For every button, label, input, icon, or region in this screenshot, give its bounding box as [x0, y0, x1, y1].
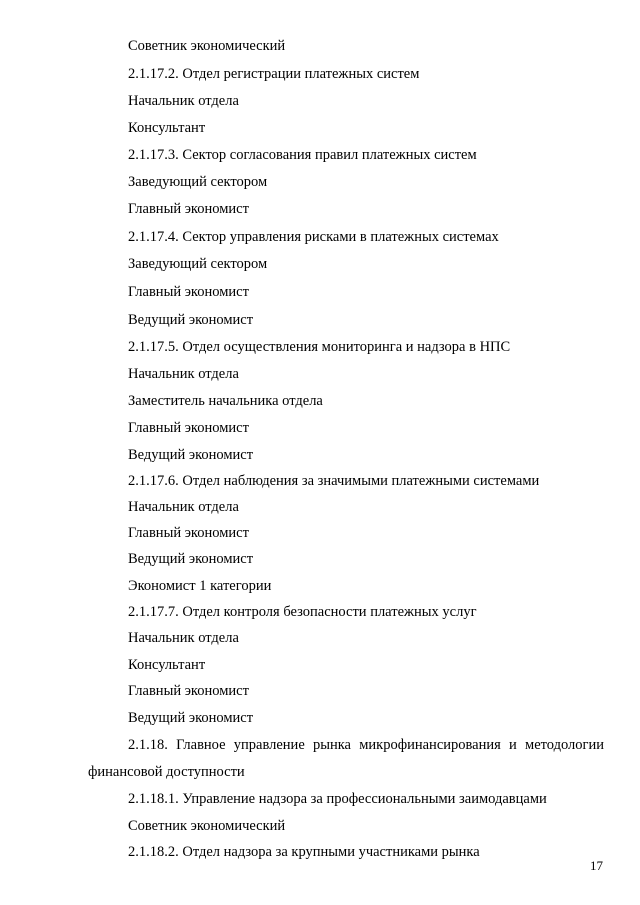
- text-line: Главный экономист: [128, 420, 249, 436]
- text-line: Экономист 1 категории: [128, 578, 272, 594]
- text-line: Советник экономический: [128, 818, 286, 834]
- text-line: Ведущий экономист: [128, 312, 254, 328]
- text-line: Консультант: [128, 120, 206, 136]
- section-heading-first-line: 2.1.18. Главное управление рынка микрофинансирования и методологии: [128, 737, 604, 753]
- section-heading: 2.1.18.2. Отдел надзора за крупными участниками рынка: [128, 844, 480, 860]
- text-line: Ведущий экономист: [128, 551, 254, 567]
- text-line: Ведущий экономист: [128, 447, 254, 463]
- section-heading: 2.1.18.1. Управление надзора за профессиональными заимодавцами: [128, 791, 547, 807]
- section-heading: 2.1.17.6. Отдел наблюдения за значимыми платежными системами: [128, 473, 540, 489]
- section-heading: 2.1.17.7. Отдел контроля безопасности платежных услуг: [128, 604, 477, 620]
- section-heading: 2.1.17.5. Отдел осуществления мониторинга и надзора в НПС: [128, 339, 511, 355]
- section-heading-second-line: финансовой доступности: [88, 764, 245, 780]
- text-line: Заместитель начальника отдела: [128, 393, 323, 409]
- text-line: Главный экономист: [128, 201, 249, 217]
- text-line: Заведующий сектором: [128, 174, 268, 190]
- text-line: Начальник отдела: [128, 366, 239, 382]
- text-line: Консультант: [128, 657, 206, 673]
- text-line: Главный экономист: [128, 525, 249, 541]
- section-heading: 2.1.17.2. Отдел регистрации платежных систем: [128, 66, 420, 82]
- page-number: 17: [590, 858, 603, 873]
- text-line: Главный экономист: [128, 284, 249, 300]
- text-line: Заведующий сектором: [128, 256, 268, 272]
- text-line: Начальник отдела: [128, 499, 239, 515]
- text-line: Начальник отдела: [128, 93, 239, 109]
- text-line: Ведущий экономист: [128, 710, 254, 726]
- section-heading: 2.1.17.3. Сектор согласования правил платежных систем: [128, 147, 477, 163]
- text-line: Советник экономический: [128, 38, 286, 54]
- text-line: Главный экономист: [128, 683, 249, 699]
- text-line: Начальник отдела: [128, 630, 239, 646]
- section-heading: 2.1.17.4. Сектор управления рисками в платежных системах: [128, 229, 499, 245]
